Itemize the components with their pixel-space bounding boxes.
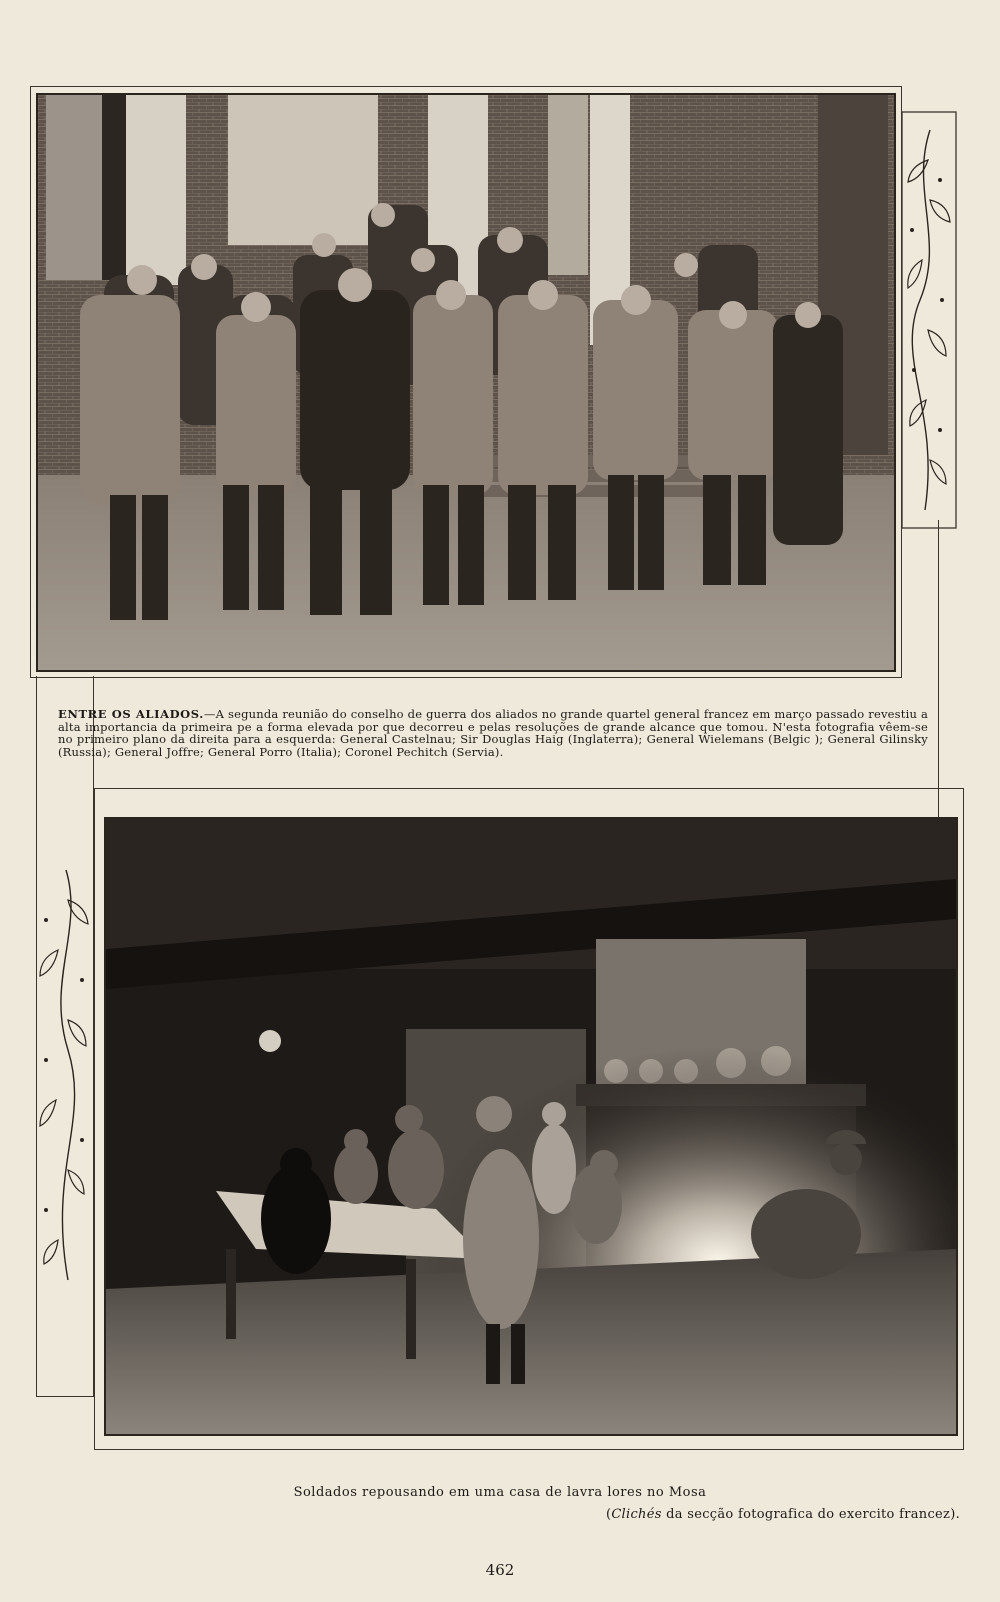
caption-text: —A segunda reunião do conselho de guerra dos aliados no grande quartel general francez em março passado revestiu a alta importancia da primeira pe a forma elevada por que decorreu e pelas resoluções de grande alcance que tomou. N'esta fotografia vêem-se no primeiro plano da direita para a esquerda: General Castelnau; Sir Douglas Haig (Inglaterra); General Wielemans (Belgic ); General Gilinsky (Russia); General Joffre; General Porro (Italia); Coronel Pechitch (Servia). — [58, 707, 929, 759]
caption-lead: ENTRE OS ALIADOS. — [58, 707, 204, 721]
generals-group-photo — [36, 93, 896, 672]
generals-photo-image — [38, 95, 894, 670]
floral-border-ornament-right — [900, 110, 960, 530]
credit-italic: Clichés — [611, 1507, 662, 1522]
page-number: 462 — [485, 1561, 515, 1579]
photo-credit: (Clichés da secção fotografica do exercito francez). — [605, 1507, 960, 1522]
floral-border-ornament-left — [34, 860, 96, 1290]
bottom-photo-caption: Soldados repousando em uma casa de lavra lores no Mosa — [293, 1485, 707, 1500]
top-photo-caption — [58, 708, 928, 758]
soldiers-resting-photo — [104, 817, 958, 1436]
soldiers-photo-image — [106, 819, 956, 1434]
credit-text: da secção fotografica do exercito francez). — [661, 1507, 960, 1522]
